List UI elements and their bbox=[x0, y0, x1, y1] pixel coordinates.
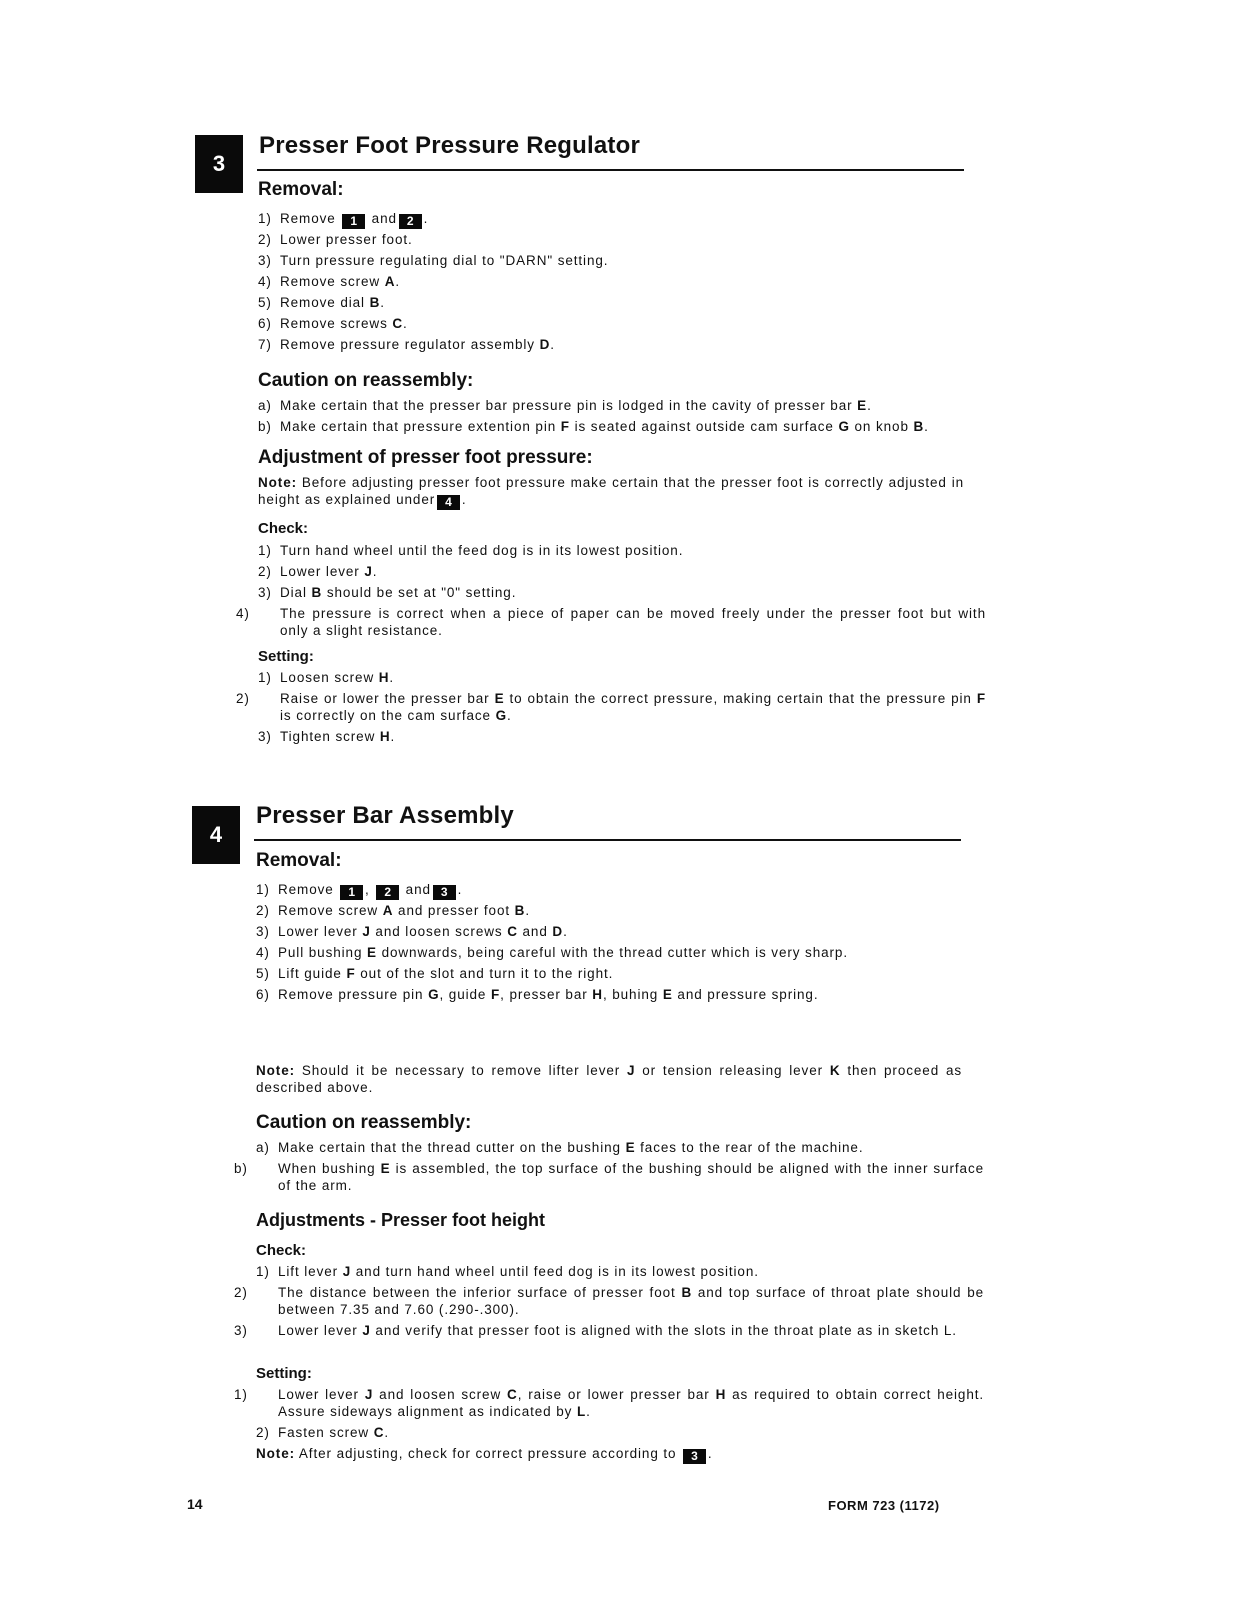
s4-removal-step-6: 6) Remove pressure pin G, guide F, presser bar H, buhing E and pressure spring. bbox=[256, 987, 819, 1002]
s3-removal-heading: Removal: bbox=[258, 179, 344, 200]
page-number: 14 bbox=[187, 1496, 203, 1512]
section-3-number-badge: 3 bbox=[195, 135, 243, 193]
s3-adjustment-note: Note: Before adjusting presser foot pressure make certain that the presser foot is correctly adjusted in height as explained under 4 . bbox=[258, 475, 964, 509]
s3-setting-heading: Setting: bbox=[258, 648, 314, 665]
section-ref-badge: 1 bbox=[340, 885, 363, 900]
section-ref-badge: 3 bbox=[683, 1449, 706, 1464]
s3-check-step-2: 2) Lower lever J. bbox=[258, 564, 378, 579]
s3-removal-step-4: 4) Remove screw A. bbox=[258, 274, 401, 289]
s3-check-step-4: 4) The pressure is correct when a piece of paper can be moved freely under the presser foot but with only a slight resistance. bbox=[236, 606, 986, 638]
s4-setting-step-1: 1) Lower lever J and loosen screw C, raise or lower presser bar H as required to obtain correct height. Assure sideways alignment as indicated by L. bbox=[234, 1387, 985, 1419]
section-4-title-rule bbox=[254, 839, 961, 841]
s4-removal-step-2: 2) Remove screw A and presser foot B. bbox=[256, 903, 530, 918]
s4-setting-step-2: 2) Fasten screw C. bbox=[256, 1425, 390, 1440]
s3-check-step-3: 3) Dial B should be set at "0" setting. bbox=[258, 585, 517, 600]
s4-removal-step-3: 3) Lower lever J and loosen screws C and D. bbox=[256, 924, 568, 939]
s3-removal-step-1: 1) Remove 1 and 2 . bbox=[258, 211, 429, 228]
s4-caution-b: b) When bushing E is assembled, the top surface of the bushing should be aligned with the inner surface of the arm. bbox=[234, 1161, 985, 1193]
s4-removal-step-1: 1) Remove 1 , 2 and 3 . bbox=[256, 882, 463, 899]
s4-check-step-2: 2) The distance between the inferior surface of presser foot B and top surface of throat plate should be between 7.35 and 7.60 (.290-.300). bbox=[234, 1285, 985, 1317]
s3-adjustment-heading: Adjustment of presser foot pressure: bbox=[258, 447, 593, 468]
s3-removal-step-2: 2) Lower presser foot. bbox=[258, 232, 413, 247]
s4-setting-heading: Setting: bbox=[256, 1365, 312, 1382]
s3-caution-a: a) Make certain that the presser bar pressure pin is lodged in the cavity of presser bar E. bbox=[258, 398, 872, 413]
s4-check-heading: Check: bbox=[256, 1242, 307, 1259]
s3-removal-step-5: 5) Remove dial B. bbox=[258, 295, 385, 310]
s3-check-heading: Check: bbox=[258, 520, 309, 537]
section-3-title-rule bbox=[257, 169, 964, 171]
s4-removal-step-4: 4) Pull bushing E downwards, being careful with the thread cutter which is very sharp. bbox=[256, 945, 848, 960]
form-number: FORM 723 (1172) bbox=[828, 1498, 940, 1513]
s4-removal-step-5: 5) Lift guide F out of the slot and turn it to the right. bbox=[256, 966, 614, 981]
s3-removal-step-6: 6) Remove screws C. bbox=[258, 316, 408, 331]
s4-caution-a: a) Make certain that the thread cutter on the bushing E faces to the rear of the machine. bbox=[256, 1140, 864, 1155]
section-4-number-badge: 4 bbox=[192, 806, 240, 864]
s3-removal-step-3: 3) Turn pressure regulating dial to "DARN" setting. bbox=[258, 253, 609, 268]
s3-setting-step-1: 1) Loosen screw H. bbox=[258, 670, 395, 685]
s4-adjustments-heading: Adjustments - Presser foot height bbox=[256, 1210, 546, 1230]
s3-check-step-1: 1) Turn hand wheel until the feed dog is in its lowest position. bbox=[258, 543, 684, 558]
section-ref-badge: 1 bbox=[342, 214, 365, 229]
s3-caution-heading: Caution on reassembly: bbox=[258, 370, 474, 391]
s3-setting-step-2: 2) Raise or lower the presser bar E to obtain the correct pressure, making certain that the pressure pin F is correctly on the cam surface G. bbox=[236, 691, 986, 723]
s3-removal-step-7: 7) Remove pressure regulator assembly D. bbox=[258, 337, 555, 352]
section-ref-badge: 2 bbox=[376, 885, 399, 900]
s4-check-step-1: 1) Lift lever J and turn hand wheel until feed dog is in its lowest position. bbox=[256, 1264, 759, 1279]
s4-removal-heading: Removal: bbox=[256, 850, 342, 871]
s4-caution-heading: Caution on reassembly: bbox=[256, 1112, 472, 1133]
section-4-title: Presser Bar Assembly bbox=[256, 802, 514, 829]
section-ref-badge: 3 bbox=[433, 885, 456, 900]
s4-final-note: Note: After adjusting, check for correct pressure according to 3 . bbox=[256, 1446, 713, 1463]
s3-caution-b: b) Make certain that pressure extention pin F is seated against outside cam surface G on knob B. bbox=[258, 419, 929, 434]
s4-removal-note: Note: Should it be necessary to remove lifter lever J or tension releasing lever K then proceed as described above. bbox=[256, 1063, 962, 1095]
section-ref-badge: 4 bbox=[437, 495, 460, 510]
section-3-title: Presser Foot Pressure Regulator bbox=[259, 132, 641, 159]
s3-setting-step-3: 3) Tighten screw H. bbox=[258, 729, 396, 744]
section-ref-badge: 2 bbox=[399, 214, 422, 229]
s4-check-step-3: 3) Lower lever J and verify that presser foot is aligned with the slots in the throat plate as in sketch L. bbox=[234, 1323, 957, 1338]
